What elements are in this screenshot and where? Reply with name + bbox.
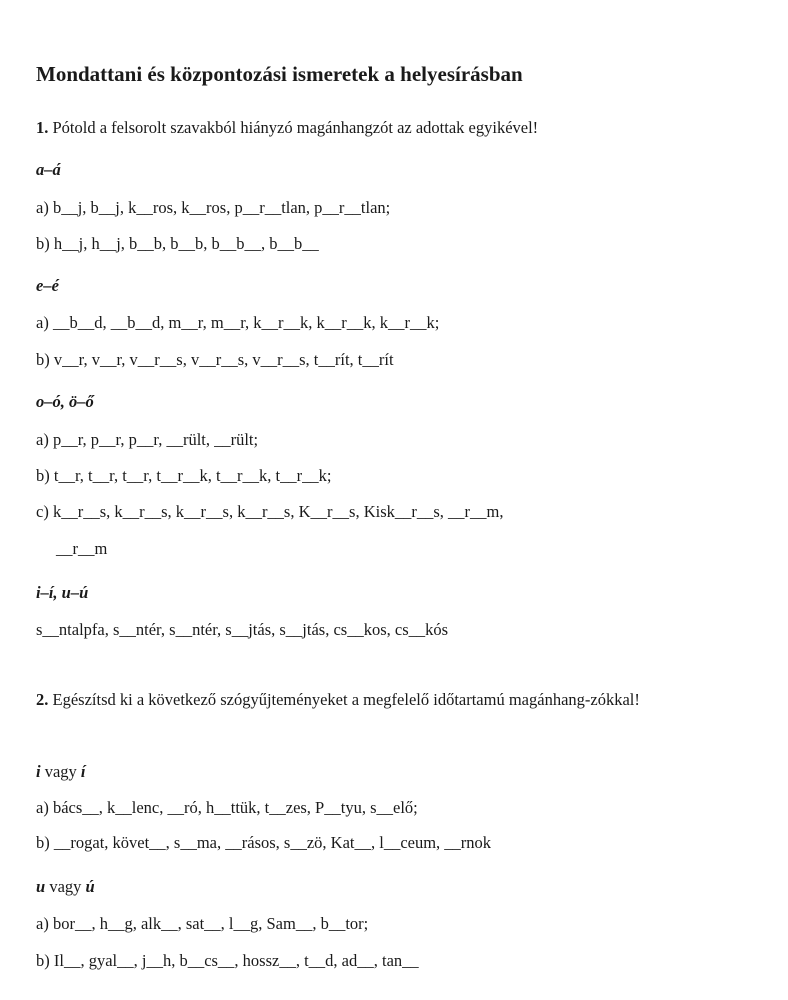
exercise-1-text: Pótold a felsorolt szavakból hiányzó magánhangzót az adottak egyikével! [52, 118, 539, 137]
group-letter: ú [85, 877, 95, 896]
group-letter: i [36, 762, 41, 781]
exercise-line: b) v__r, v__r, v__r__s, v__r__s, v__r__s, t__rít, t__rít [36, 350, 394, 369]
exercise-line: a) bor__, h__g, alk__, sat__, l__g, Sam__, b__tor; [36, 914, 369, 933]
exercise-line: c) k__r__s, k__r__s, k__r__s, k__r__s, K__r__s, Kisk__r__s, __r__m, [36, 502, 504, 521]
group-heading-o: o–ó, ö–ő [36, 392, 94, 411]
exercise-2-instruction [36, 686, 736, 713]
exercise-line: __r__m [56, 539, 108, 558]
exercise-line: b) t__r, t__r, t__r, t__r__k, t__r__k, t__r__k; [36, 466, 332, 485]
group-heading-i-vagy [36, 762, 86, 782]
exercise-2-number: 2. [36, 690, 49, 709]
page-title: Mondattani és központozási ismeretek a helyesírásban [36, 62, 523, 86]
exercise-line: b) __rogat, követ__, s__ma, __rásos, s__zö, Kat__, l__ceum, __rnok [36, 833, 492, 852]
exercise-line: a) p__r, p__r, p__r, __rült, __rült; [36, 430, 259, 449]
exercise-line: a) b__j, b__j, k__ros, k__ros, p__r__tlan, p__r__tlan; [36, 198, 391, 217]
exercise-line: b) h__j, h__j, b__b, b__b, b__b__, b__b__ [36, 234, 319, 253]
exercise-line: a) bács__, k__lenc, __ró, h__ttük, t__zes, P__tyu, s__elő; [36, 798, 418, 817]
group-heading-e: e–é [36, 276, 59, 295]
exercise-1-instruction [36, 118, 538, 138]
group-connector: vagy [40, 762, 81, 781]
group-letter: í [80, 762, 86, 781]
exercise-1-number: 1. [36, 118, 49, 137]
exercise-line: s__ntalpfa, s__ntér, s__ntér, s__jtás, s__jtás, cs__kos, cs__kós [36, 620, 449, 639]
group-connector: vagy [45, 877, 86, 896]
exercise-line: a) __b__d, __b__d, m__r, m__r, k__r__k, k__r__k, k__r__k; [36, 313, 440, 332]
group-heading-u-vagy [36, 877, 95, 897]
group-heading-a: a–á [36, 160, 61, 179]
group-letter: u [36, 877, 46, 896]
group-heading-i: i–í, u–ú [36, 583, 89, 602]
exercise-line: b) Il__, gyal__, j__h, b__cs__, hossz__, t__d, ad__, tan__ [36, 951, 419, 970]
exercise-2-text: Egészítsd ki a következő szógyűjteményeket a megfelelő időtartamú magánhang-zókkal! [52, 690, 640, 709]
